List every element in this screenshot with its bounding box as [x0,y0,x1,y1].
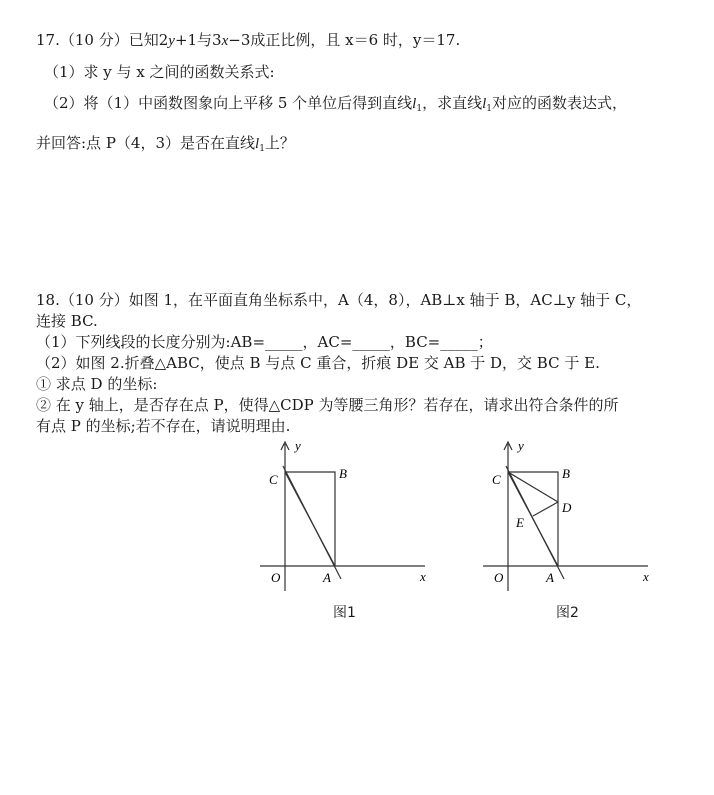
fold-line [506,466,564,579]
q17-title-text: −3成正比例，且 x＝6 时，y＝17. [228,31,461,49]
label-c: C [269,472,278,487]
q17-title-text: 17.（10 分）已知2 [36,31,169,49]
label-b: B [339,466,347,481]
label-c: C [492,472,501,487]
label-x: x [643,569,649,584]
q17-part2-cont [36,133,295,159]
q17-part2-text: ，求直线 [422,94,483,112]
label-o: O [271,570,281,585]
line-l1: l [412,96,417,112]
figure-2-caption: 图2 [556,605,579,621]
q17-part2-text: 对应的函数表达式， [492,94,628,112]
line-l1: l [482,96,487,112]
q17-part1: （1）求 y 与 x 之间的函数关系式: [44,63,275,81]
q17-part2 [44,93,627,119]
q17-var-x: x [221,33,229,49]
q18-sub2-cont: 有点 P 的坐标;若不存在，请说明理由. [36,417,291,435]
label-a: A [546,570,554,585]
crease-de [533,502,558,516]
q17-part2-text: 上？ [264,134,295,152]
line-l1: l [255,136,260,152]
label-a: A [323,570,331,585]
q18-sub2: ② 在 y 轴上，是否存在点 P，使得△CDP 为等腰三角形？若存在，请求出符合条件的所 [36,396,619,414]
figure-2 [478,436,658,596]
label-y: y [295,438,301,453]
q18-title: 18.（10 分）如图 1，在平面直角坐标系中，A（4，8），AB⊥x 轴于 B，AC⊥y 轴于 C， [36,291,642,309]
label-x: x [420,569,426,584]
line-l1-sub: 1 [486,104,492,114]
q18-title-cont: 连接 BC. [36,312,98,330]
q17-part2-text: 并回答:点 P（4，3）是否在直线 [36,134,256,152]
label-y: y [518,438,524,453]
label-e: E [516,515,524,530]
q18-sub1: ① 求点 D 的坐标: [36,375,158,393]
q18-part1: （1）下列线段的长度分别为:AB=_____，AC=_____，BC=_____； [36,333,493,351]
figure-1 [255,436,435,596]
fold-line [283,466,341,579]
q17-title [36,30,460,51]
q17-part2-text: （2）将（1）中函数图象向上平移 5 个单位后得到直线 [44,94,413,112]
figure-1-caption: 图1 [333,605,356,621]
q17-var-y: y [168,33,175,49]
line-l1-sub: 1 [259,144,265,154]
line-l1-sub: 1 [416,104,423,114]
label-b: B [562,466,570,481]
q17-title-text: +1与3 [174,31,222,49]
label-o: O [494,570,504,585]
q18-part2: （2）如图 2.折叠△ABC，使点 B 与点 C 重合，折痕 DE 交 AB 于 D，交 BC 于 E. [36,354,600,372]
label-d: D [562,500,572,515]
